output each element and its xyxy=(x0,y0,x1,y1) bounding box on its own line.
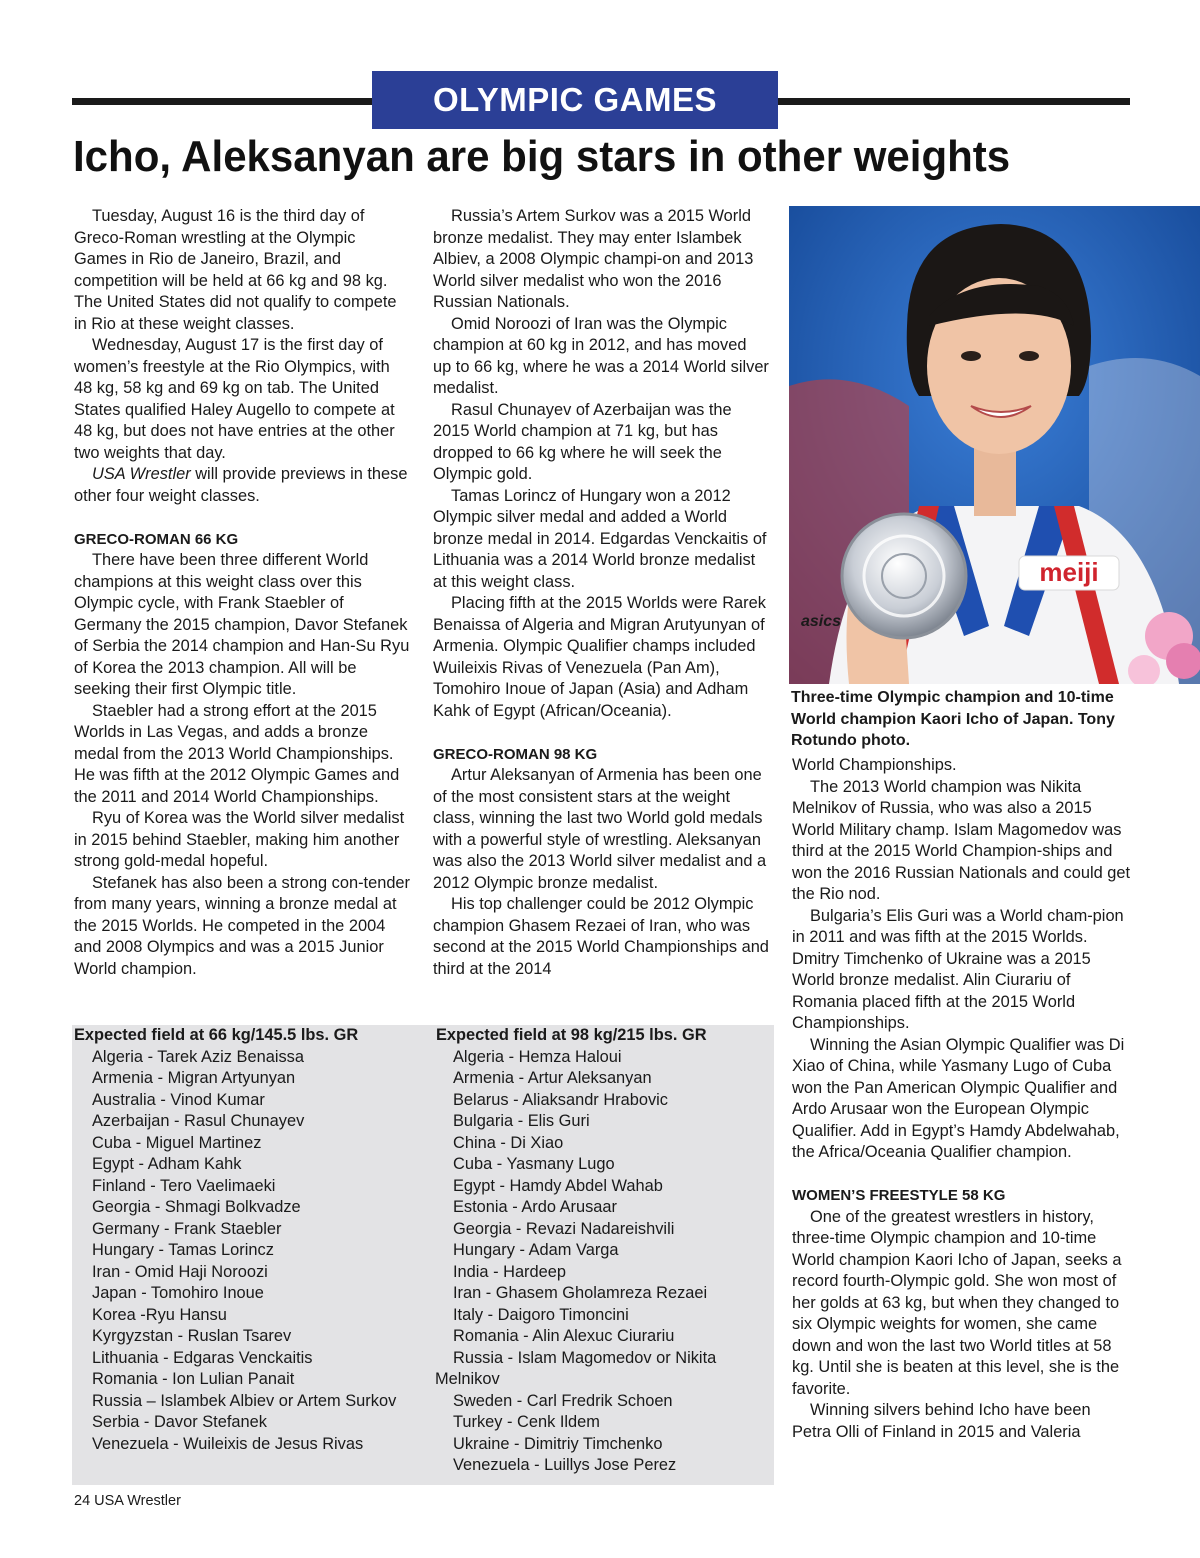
list-item: Hungary - Tamas Lorincz xyxy=(92,1241,274,1259)
headline: Icho, Aleksanyan are big stars in other weights xyxy=(73,132,1011,181)
list-item: Serbia - Davor Stefanek xyxy=(92,1413,267,1431)
list-item: Azerbaijan - Rasul Chunayev xyxy=(92,1112,305,1130)
list-item: Italy - Daigoro Timoncini xyxy=(453,1305,629,1324)
article-column-2 xyxy=(433,206,769,980)
list-item: Bulgaria - Elis Guri xyxy=(453,1112,590,1130)
paragraph: Winning the Asian Olympic Qualifier was Di Xiao of China, while Yasmany Lugo of Cuba won the Pan American Olympic Qualifier and Ardo Arusaar won the European Olympic Qualifier. Add in Egypt’s Hamdy Abdelwahab, the Africa/Oceania Qualifier champion. xyxy=(792,1035,1125,1161)
list-item: Algeria - Hemza Haloui xyxy=(453,1047,622,1066)
publication-name: USA Wrestler xyxy=(92,465,191,483)
paragraph: His top challenger could be 2012 Olympic champion Ghasem Rezaei of Iran, who was second at the 2015 World Championships and third at the 2014 xyxy=(433,895,769,978)
list-item: Georgia - Shmagi Bolkvadze xyxy=(92,1198,301,1216)
list-item: Kyrgyzstan - Ruslan Tsarev xyxy=(92,1327,292,1345)
subhead-greco-66: GRECO-ROMAN 66 KG xyxy=(74,530,239,548)
list-item: Lithuania - Edgaras Venckaitis xyxy=(92,1348,313,1367)
paragraph: Placing fifth at the 2015 Worlds were Rarek Benaissa of Algeria and Migran Arutyunyan of Armenia. Olympic Qualifier champs included Wuileixis Rivas of Venezuela (Pan Am), Tomohiro Inoue of Japan (Asia) and Adham Kahk of Egypt (African/Oceania). xyxy=(433,594,766,720)
article-column-3 xyxy=(792,755,1132,1443)
jacket-logo-text: asics xyxy=(801,613,842,630)
list-item: Armenia - Artur Aleksanyan xyxy=(453,1069,652,1087)
subhead-greco-98: GRECO-ROMAN 98 KG xyxy=(433,745,598,763)
paragraph: World Championships. xyxy=(792,756,957,774)
subhead-womens-58: WOMEN’S FREESTYLE 58 KG xyxy=(792,1187,1006,1204)
list-item: Japan - Tomohiro Inoue xyxy=(92,1284,264,1302)
field-title: Expected field at 98 kg/215 lbs. GR xyxy=(436,1026,707,1044)
list-item: Russia - Islam Magomedov or Nikita Melnikov xyxy=(435,1348,717,1388)
paragraph: The 2013 World champion was Nikita Melnikov of Russia, who was also a 2015 World Military champ. Islam Magomedov was third at the 2015 World Champion-ships and won the 2016 Russian Nationals and could get the Rio nod. xyxy=(792,777,1131,903)
list-item: Australia - Vinod Kumar xyxy=(92,1090,265,1109)
list-item: Venezuela - Wuileixis de Jesus Rivas xyxy=(92,1434,364,1453)
section-banner: OLYMPIC GAMES xyxy=(372,71,778,129)
photo-illustration xyxy=(789,206,1200,684)
list-item: Iran - Omid Haji Noroozi xyxy=(92,1262,268,1281)
paragraph: Tamas Lorincz of Hungary won a 2012 Olympic silver medal and added a World bronze medal in 2014. Edgardas Venckaitis of Lithuania was a 2014 World bronze medalist at this weight class. xyxy=(433,486,767,591)
paragraph: Wednesday, August 17 is the first day of women’s freestyle at the Rio Olympics, with 48 kg, 58 kg and 69 kg on tab. The United States qualified Haley Augello to compete at 48 kg, but does not have entries at the other two weights that day. xyxy=(74,336,395,462)
paragraph: Staebler had a strong effort at the 2015 Worlds in Las Vegas, and adds a bronze medal from the 2013 World Championships. He was fifth at the 2012 Olympic Games and the 2011 and 2014 World Championships. xyxy=(74,701,400,806)
expected-field-66kg xyxy=(72,1025,422,1485)
page-footer: 24 USA Wrestler xyxy=(74,1493,181,1509)
list-item: Cuba - Miguel Martinez xyxy=(92,1133,262,1152)
paragraph: Artur Aleksanyan of Armenia has been one of the most consistent stars at the weight class, winning the last two World gold medals with a powerful style of wrestling. Aleksanyan was also the 2013 World silver medalist and a 2012 Olympic bronze medalist. xyxy=(433,766,767,892)
list-item: Turkey - Cenk Ildem xyxy=(453,1413,600,1431)
paragraph: One of the greatest wrestlers in history, three-time Olympic champion and 10-time World champion Kaori Icho of Japan, seeks a record fourth-Olympic gold. She won most of her golds at 63 kg, but when they changed to six Olympic weights for women, she came down and won the last two World titles at 58 kg. Until she is beaten at this level, she is the favorite. xyxy=(792,1207,1122,1398)
list-item: Egypt - Adham Kahk xyxy=(92,1155,242,1173)
header-rule-left xyxy=(72,98,372,105)
list-item: Germany - Frank Staebler xyxy=(92,1219,282,1238)
paragraph: There have been three different World champions at this weight class over this Olympic cycle, with Frank Staebler of Germany the 2015 champion, Davor Stefanek of Serbia the 2014 champion and Han-Su Ryu of Korea the 2013 champion. All will be seeking their first Olympic title. xyxy=(74,551,410,698)
list-item: Hungary - Adam Varga xyxy=(453,1241,619,1259)
list-item: Russia – Islambek Albiev or Artem Surkov xyxy=(92,1391,397,1410)
list-item: Iran - Ghasem Gholamreza Rezaei xyxy=(453,1284,708,1302)
paragraph: Omid Noroozi of Iran was the Olympic champion at 60 kg in 2012, and has moved up to 66 kg, where he was a 2014 World silver medalist. xyxy=(433,314,769,397)
article-column-1 xyxy=(74,206,410,980)
photo-kaori-icho xyxy=(789,206,1200,684)
list-item: Ukraine - Dimitriy Timchenko xyxy=(453,1434,663,1453)
list-item: Korea -Ryu Hansu xyxy=(92,1305,227,1324)
paragraph: Russia’s Artem Surkov was a 2015 World bronze medalist. They may enter Islambek Albiev, a 2008 Olympic champi-on and 2013 World silver medalist who won the 2016 Russian Nationals. xyxy=(433,207,754,311)
list-item: Algeria - Tarek Aziz Benaissa xyxy=(92,1047,304,1066)
paragraph: Rasul Chunayev of Azerbaijan was the 2015 World champion at 71 kg, but has dropped to 66 kg where he will seek the Olympic gold. xyxy=(433,400,732,483)
paragraph: Winning silvers behind Icho have been Petra Olli of Finland in 2015 and Valeria xyxy=(792,1401,1091,1441)
field-list xyxy=(422,1047,774,1477)
list-item: Romania - Alin Alexuc Ciurariu xyxy=(453,1327,675,1345)
list-item: Egypt - Hamdy Abdel Wahab xyxy=(453,1176,663,1195)
list-item: Cuba - Yasmany Lugo xyxy=(453,1155,615,1173)
list-item: Venezuela - Luillys Jose Perez xyxy=(453,1456,677,1474)
paragraph-text: will provide previews in these other four weight classes. xyxy=(74,465,408,505)
list-item: Romania - Ion Lulian Panait xyxy=(92,1370,295,1388)
list-item: Estonia - Ardo Arusaar xyxy=(453,1198,617,1216)
list-item: China - Di Xiao xyxy=(453,1133,564,1152)
expected-field-98kg xyxy=(422,1025,774,1485)
list-item: Belarus - Aliaksandr Hrabovic xyxy=(453,1090,668,1109)
sponsor-logo-text: meiji xyxy=(1039,557,1099,587)
paragraph: Tuesday, August 16 is the third day of Greco-Roman wrestling at the Olympic Games in Rio de Janeiro, Brazil, and competition will be held at 66 kg and 98 kg. The United States did not qualify to compete in Rio at these weight classes. xyxy=(74,207,397,333)
paragraph: Bulgaria’s Elis Guri was a World cham-pion in 2011 and was fifth at the 2015 Worlds. Dmitry Timchenko of Ukraine was a 2015 World bronze medalist. Alin Ciurariu of Romania placed fifth at the 2015 World Championships. xyxy=(792,906,1124,1032)
paragraph: Stefanek has also been a strong con-tender from many years, winning a bronze medal at the 2015 Worlds. He competed in the 2004 and 2008 Olympics and was a 2015 Junior World champion. xyxy=(74,873,411,978)
list-item: Sweden - Carl Fredrik Schoen xyxy=(453,1391,673,1410)
list-item: Georgia - Revazi Nadareishvili xyxy=(453,1219,675,1238)
list-item: Armenia - Migran Artyunyan xyxy=(92,1069,296,1087)
paragraph xyxy=(74,464,410,507)
field-title: Expected field at 66 kg/145.5 lbs. GR xyxy=(74,1026,359,1044)
list-item: Finland - Tero Vaelimaeki xyxy=(92,1176,276,1195)
paragraph: Ryu of Korea was the World silver medalist in 2015 behind Staebler, making him another strong gold-medal hopeful. xyxy=(74,809,405,870)
photo-caption: Three-time Olympic champion and 10-time World champion Kaori Icho of Japan. Tony Rotundo photo. xyxy=(791,689,1115,749)
header-rule-right xyxy=(778,98,1130,105)
list-item: India - Hardeep xyxy=(453,1262,566,1281)
field-list xyxy=(72,1047,422,1456)
